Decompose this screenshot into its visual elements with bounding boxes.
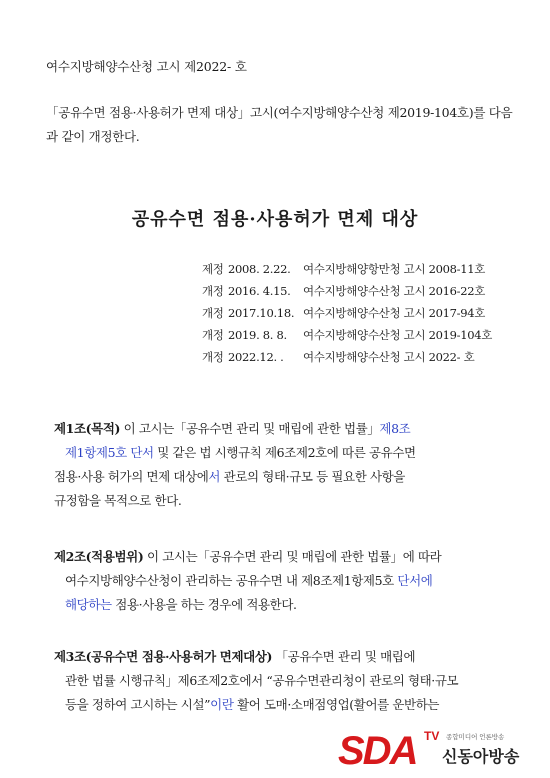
article-3-heading: 제3조(공유수면 점용·사용허가 면제대상) [54,649,272,664]
history-row: 개정 2019. 8. 8. 여수지방해양수산청 고시 2019-104호 [202,328,493,342]
article-2: 제2조(적용범위) 이 고시는「공유수면 관리 및 매립에 관한 법률」에 따라 여수지방해양수산청이 관리하는 공유수면 내 제8조제1항제5호 단서에 해당하는 점용·사용을 하는 경우에 적용한다. [54,549,442,612]
notice-number: 여수지방해양수산청 고시 제2022- 호 [46,59,247,74]
article-1-heading: 제1조(목적) [54,421,121,436]
logo-name: 신동아방송 [442,747,520,766]
history-row: 개정 2022.12. . 여수지방해양수산청 고시 2022- 호 [202,350,475,364]
svg-text:TV: TV [424,729,440,743]
intro-paragraph: 「공유수면 점용·사용허가 면제 대상」고시(여수지방해양수산청 제2019-104호)를 다음과 같이 개정한다. [46,105,513,144]
article-3: 제3조(공유수면 점용·사용허가 면제대상) 「공유수면 관리 및 매립에 관한 법률 시행규칙」제6조제2호에서 “공유수면관리청이 관로의 형태·규모 등을 정하여 고시하는 시설”이란 활어 도매·소매점영업(활어를 운반하는 [54,649,459,712]
svg-text:SDA: SDA [338,729,417,773]
broadcaster-logo [336,724,536,774]
article-2-heading: 제2조(적용범위) [54,549,144,564]
revision-history [202,258,492,368]
document-title: 공유수면 점용·사용허가 면제 대상 [131,209,419,230]
history-row: 개정 2017.10.18. 여수지방해양수산청 고시 2017-94호 [202,306,486,320]
article-1: 제1조(목적) 이 고시는「공유수면 관리 및 매립에 관한 법률」제8조 제1항제5호 단서 및 같은 법 시행규칙 제6조제2호에 따른 공유수면 점용·사용 허가의 면제 대상에서 관로의 형태·규모 등 필요한 사항을 규정함을 목적으로 한다. [54,421,416,508]
logo-tagline: 종합미디어 언론방송 [446,734,505,741]
history-row: 제정 2008. 2.22. 여수지방해양항만청 고시 2008-11호 [202,262,486,276]
history-row: 개정 2016. 4.15. 여수지방해양수산청 고시 2016-22호 [202,284,486,298]
